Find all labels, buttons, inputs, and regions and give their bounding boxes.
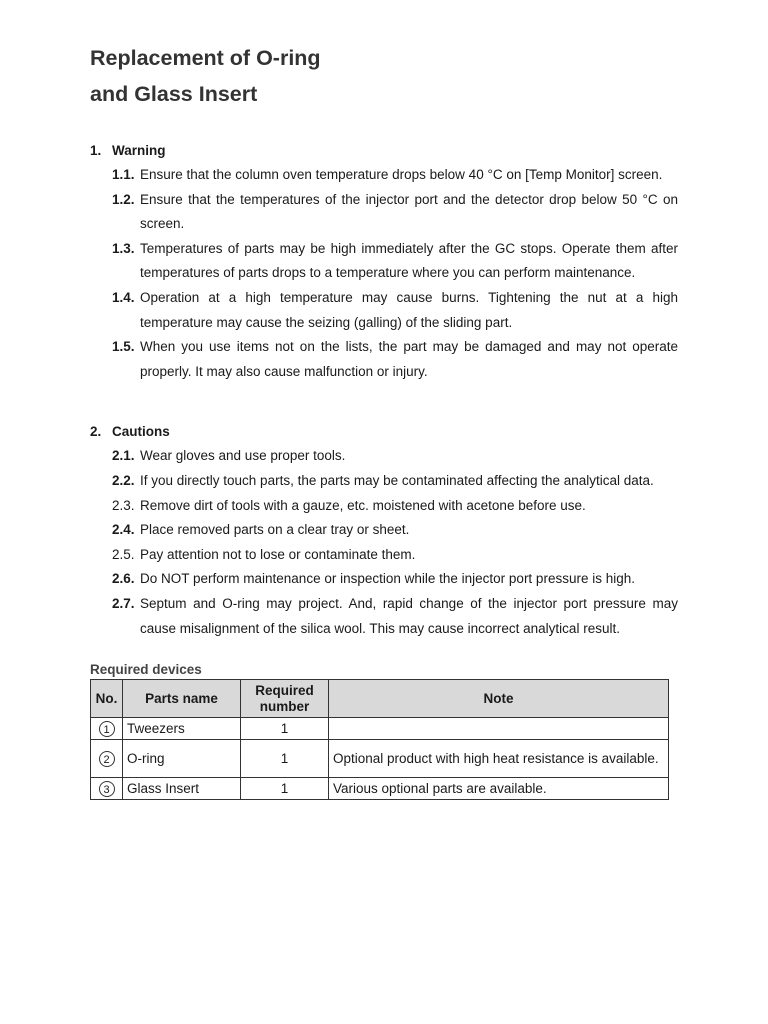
item-number: 2.4. (112, 522, 135, 538)
row-number-cell (91, 740, 123, 778)
header-no: No. (91, 680, 123, 718)
required-number-cell: 1 (241, 718, 329, 740)
item-text: Pay attention not to lose or contaminate them. (140, 546, 416, 562)
required-number-cell: 1 (241, 740, 329, 778)
item-text: When you use items not on the lists, the part may be damaged and may not operate properly. It may also cause malfunction or injury. (140, 339, 678, 379)
parts-name-cell: O-ring (123, 740, 241, 778)
cautions-number: 2. (90, 424, 102, 440)
table-row (91, 740, 669, 778)
item-text: Ensure that the temperatures of the injector port and the detector drop below 50 °C on screen. (140, 191, 678, 232)
item-number: 2.5. (112, 546, 135, 562)
warning-heading (90, 139, 678, 163)
item-text: Remove dirt of tools with a gauze, etc. moistened with acetone before use. (140, 497, 586, 513)
title-line-1: Replacement of O-ring (90, 46, 321, 70)
note-cell: Optional product with high heat resistance is available. (329, 740, 669, 778)
table-row (91, 778, 669, 800)
item-number: 1.1. (112, 167, 135, 182)
row-number-cell (91, 718, 123, 740)
caution-item (90, 592, 678, 641)
caution-item (90, 494, 678, 519)
circled-number: 1 (99, 721, 115, 737)
parts-name-cell: Tweezers (123, 718, 241, 740)
item-text: If you directly touch parts, the parts may be contaminated affecting the analytical data. (140, 472, 654, 488)
item-number: 2.6. (112, 571, 135, 587)
item-text: Septum and O-ring may project. And, rapid change of the injector port pressure may cause misalignment of the silica wool. This may cause incorrect analytical result. (140, 595, 678, 636)
required-devices (90, 661, 678, 800)
header-parts-name: Parts name (123, 680, 241, 718)
item-number: 1.5. (112, 339, 135, 355)
row-number-cell (91, 778, 123, 800)
item-number: 2.1. (112, 448, 135, 464)
document-page (90, 40, 678, 800)
warning-heading-text: Warning (112, 143, 166, 158)
note-cell (329, 718, 669, 740)
item-text: Operation at a high temperature may cause burns. Tightening the nut at a high temperature may cause the seizing (galling) of the sliding part. (140, 289, 678, 330)
caution-item (90, 567, 678, 592)
required-devices-table (90, 679, 669, 800)
table-caption: Required devices (90, 662, 202, 678)
item-number: 2.7. (112, 595, 135, 611)
caution-item (90, 444, 678, 469)
item-text: Place removed parts on a clear tray or sheet. (140, 522, 410, 538)
cautions-section (90, 420, 678, 641)
cautions-heading-text: Cautions (112, 424, 170, 440)
item-text: Ensure that the column oven temperature drops below 40 °C on [Temp Monitor] screen. (140, 167, 663, 182)
caution-item (90, 518, 678, 543)
warning-item (90, 286, 678, 335)
item-number: 2.3. (112, 497, 135, 513)
warning-item (90, 237, 678, 286)
item-text: Do NOT perform maintenance or inspection while the injector port pressure is high. (140, 571, 635, 587)
circled-number: 2 (99, 751, 115, 767)
item-number: 1.3. (112, 240, 135, 256)
cautions-heading (90, 420, 678, 444)
parts-name-cell: Glass Insert (123, 778, 241, 800)
caution-item (90, 469, 678, 494)
warning-item (90, 188, 678, 237)
warning-item (90, 163, 678, 188)
table-header-row (91, 680, 669, 718)
header-required-number: Required number (241, 680, 329, 718)
caution-item (90, 543, 678, 568)
table-row (91, 718, 669, 740)
title-line-2: and Glass Insert (90, 82, 258, 106)
item-number: 1.4. (112, 289, 135, 305)
item-number: 2.2. (112, 472, 135, 488)
warning-number: 1. (90, 143, 102, 158)
item-text: Wear gloves and use proper tools. (140, 448, 346, 464)
circled-number: 3 (99, 781, 115, 797)
document-title (90, 40, 678, 112)
required-number-cell: 1 (241, 778, 329, 800)
warning-section (90, 139, 678, 384)
item-text: Temperatures of parts may be high immediately after the GC stops. Operate them after temperatures of parts drops to a temperature where you can perform maintenance. (140, 240, 678, 281)
header-note: Note (329, 680, 669, 718)
item-number: 1.2. (112, 191, 135, 207)
note-cell: Various optional parts are available. (329, 778, 669, 800)
warning-item (90, 335, 678, 384)
